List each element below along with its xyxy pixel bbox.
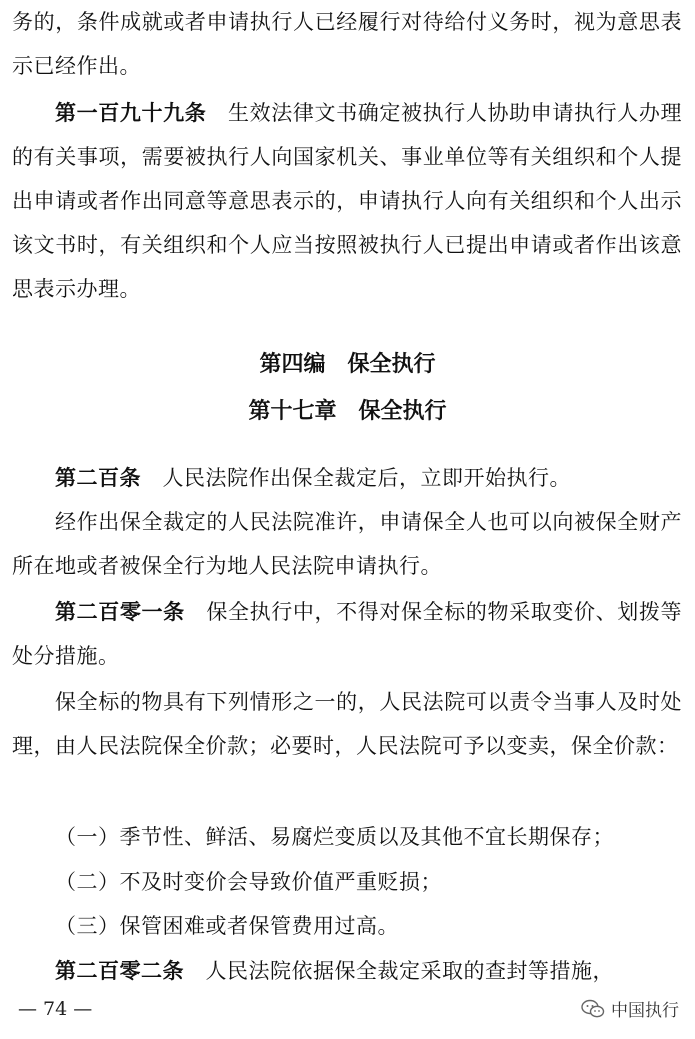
watermark-text: 中国执行	[611, 1001, 679, 1021]
article-201	[12, 590, 682, 678]
article-text: 保全执行中，不得对保全标的物采取变价、划拨等处分措施。	[12, 600, 682, 668]
paragraph-text: 保全标的物具有下列情形之一的，人民法院可以责令当事人及时处理，由人民法院保全价款；必要时，人民法院可予以变卖，保全价款：	[12, 690, 682, 758]
article-text: 人民法院依据保全裁定采取的查封等措施，	[205, 959, 614, 983]
page-number: — 74 —	[18, 998, 93, 1020]
chapter-heading: 第十七章 保全执行	[248, 399, 447, 424]
list-item	[12, 815, 682, 859]
paragraph-text: 经作出保全裁定的人民法院准许，申请保全人也可以向被保全财产所在地或者被保全行为地人民法院申请执行。	[12, 510, 682, 578]
article-202	[12, 949, 682, 993]
article-200	[12, 456, 682, 500]
list-item	[12, 860, 682, 904]
paragraph-continuation	[12, 0, 682, 88]
article-number: 第二百零一条	[55, 599, 185, 624]
wechat-icon	[581, 999, 605, 1019]
paragraph	[12, 500, 682, 588]
list-item	[12, 904, 682, 948]
list-item-text: （二）不及时变价会导致价值严重贬损；	[55, 870, 442, 894]
part-heading: 第四编 保全执行	[259, 352, 436, 377]
paragraph-text: 务的，条件成就或者申请执行人已经履行对待给付义务时，视为意思表示已经作出。	[12, 10, 682, 78]
list-item-text: （一）季节性、鲜活、易腐烂变质以及其他不宜长期保存；	[55, 825, 614, 849]
article-199	[12, 91, 682, 311]
article-text: 人民法院作出保全裁定后，立即开始执行。	[162, 466, 571, 490]
article-number: 第二百零二条	[55, 958, 184, 983]
article-number: 第一百九十九条	[55, 100, 207, 125]
watermark	[581, 996, 679, 1021]
list-item-text: （三）保管困难或者保管费用过高。	[55, 914, 399, 938]
article-text: 生效法律文书确定被执行人协助申请执行人办理的有关事项，需要被执行人向国家机关、事业单位等有关组织和个人提出申请或者作出同意等意思表示的，申请执行人向有关组织和个人出示该文书时，有关组织和个人应当按照被执行人已提出申请或者作出该意思表示办理。	[12, 101, 682, 301]
paragraph	[12, 680, 682, 768]
article-number: 第二百条	[55, 465, 141, 490]
